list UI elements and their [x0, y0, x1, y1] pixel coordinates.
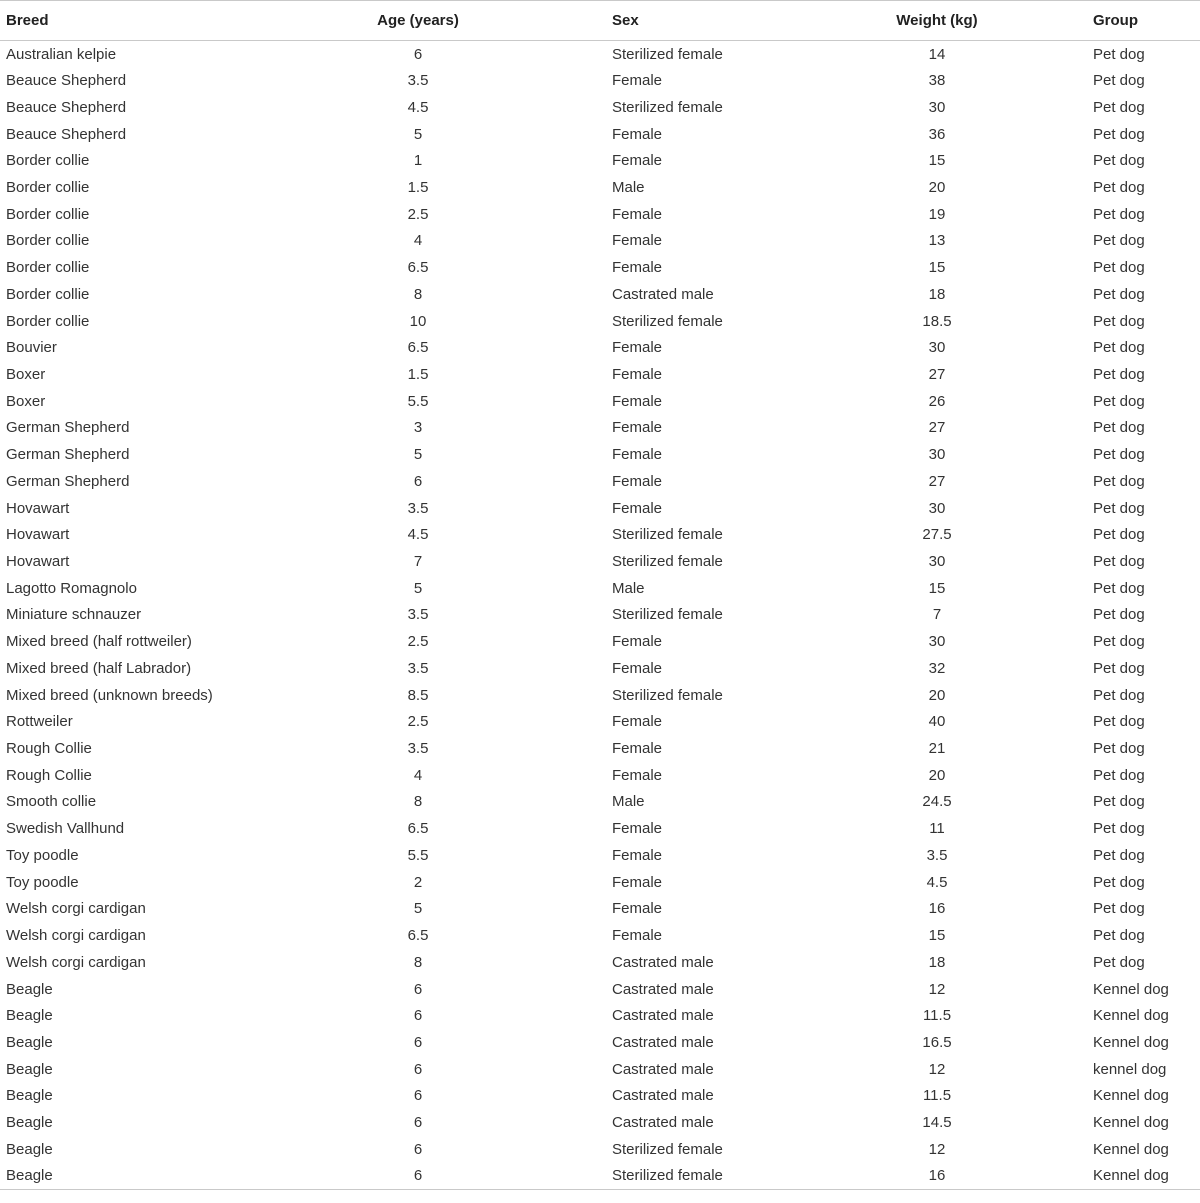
cell-sex: Female — [612, 339, 663, 357]
cell-sex: Female — [612, 365, 663, 383]
cell-sex: Sterilized female — [612, 45, 723, 63]
cell-breed: Boxer — [6, 392, 46, 410]
cell-breed: German Shepherd — [6, 472, 130, 490]
cell-breed: Welsh corgi cardigan — [6, 927, 146, 945]
cell-sex: Sterilized female — [612, 686, 723, 704]
table-row — [0, 628, 1200, 655]
cell-sex: Female — [612, 392, 663, 410]
cell-sex: Female — [612, 846, 663, 864]
cell-breed: Beagle — [6, 1007, 53, 1025]
cell-breed: Mixed breed (half rottweiler) — [6, 633, 192, 651]
cell-weight: 4.5 — [926, 873, 948, 891]
cell-age: 6 — [274, 1163, 562, 1190]
cell-weight: 15 — [928, 152, 946, 170]
cell-weight: 30 — [928, 633, 946, 651]
cell-sex: Female — [612, 152, 663, 170]
cell-sex: Male — [612, 178, 645, 196]
cell-age: 3.5 — [407, 499, 429, 517]
cell-age: 10 — [409, 312, 427, 330]
cell-sex: Female — [612, 873, 663, 891]
cell-age: 6 — [413, 1033, 423, 1051]
cell-age: 2.5 — [407, 633, 429, 651]
cell-age: 7 — [413, 553, 423, 571]
cell-breed: Beagle — [6, 1114, 53, 1132]
cell-age: 4.5 — [407, 98, 429, 116]
cell-weight: 20 — [928, 178, 946, 196]
cell-weight: 24.5 — [922, 793, 952, 811]
cell-group: Pet dog — [1093, 686, 1145, 704]
cell-group: Pet dog — [1093, 98, 1145, 116]
cell-sex: Female — [612, 659, 663, 677]
cell-breed: Mixed breed (unknown breeds) — [6, 686, 213, 704]
cell-group: Kennel dog — [1093, 1007, 1169, 1025]
cell-age: 6 — [413, 45, 423, 63]
cell-sex: Female — [612, 633, 663, 651]
cell-group: kennel dog — [1093, 1060, 1167, 1078]
cell-weight: 30 — [928, 339, 946, 357]
table-row — [0, 468, 1200, 495]
cell-sex: Sterilized female — [612, 1140, 723, 1158]
cell-breed: Toy poodle — [6, 873, 79, 891]
cell-age: 6.5 — [407, 339, 429, 357]
cell-weight: 12 — [928, 980, 946, 998]
cell-group: Pet dog — [1093, 713, 1145, 731]
cell-breed: Border collie — [6, 205, 90, 223]
cell-group: Pet dog — [1093, 820, 1145, 838]
table-row — [0, 575, 1200, 602]
cell-breed: Welsh corgi cardigan — [6, 953, 146, 971]
table-row — [0, 1029, 1200, 1056]
cell-group: Pet dog — [1093, 579, 1145, 597]
cell-weight: 30 — [928, 499, 946, 517]
cell-weight: 20 — [928, 686, 946, 704]
cell-weight: 14.5 — [922, 1114, 952, 1132]
header-group: Group — [1080, 1, 1200, 41]
cell-group: Kennel dog — [1093, 1087, 1169, 1105]
cell-group: Pet dog — [1093, 633, 1145, 651]
cell-group: Pet dog — [1093, 927, 1145, 945]
table-row — [0, 121, 1200, 148]
cell-sex: Sterilized female — [612, 312, 723, 330]
table-row — [0, 602, 1200, 629]
cell-weight: 27 — [928, 419, 946, 437]
cell-weight: 32 — [928, 659, 946, 677]
cell-breed: Rottweiler — [6, 713, 73, 731]
cell-weight: 18 — [928, 285, 946, 303]
cell-group: Kennel dog — [1093, 1140, 1169, 1158]
cell-age: 6.5 — [407, 820, 429, 838]
cell-age: 6 — [413, 1087, 423, 1105]
table-body — [0, 41, 1200, 1190]
cell-group: Pet dog — [1093, 392, 1145, 410]
table-row — [0, 41, 1200, 68]
cell-group: Pet dog — [1093, 900, 1145, 918]
cell-age: 3 — [413, 419, 423, 437]
table-row — [0, 1163, 1200, 1190]
cell-group: Kennel dog — [1080, 1163, 1200, 1190]
cell-age: 6 — [413, 1060, 423, 1078]
cell-group: Pet dog — [1093, 846, 1145, 864]
cell-sex: Female — [612, 472, 663, 490]
cell-group: Kennel dog — [1093, 1033, 1169, 1051]
cell-group: Pet dog — [1093, 873, 1145, 891]
table-row — [0, 495, 1200, 522]
cell-sex: Castrated male — [612, 1007, 714, 1025]
header-breed: Breed — [0, 1, 274, 41]
cell-age: 3.5 — [407, 740, 429, 758]
table-row — [0, 735, 1200, 762]
cell-group: Pet dog — [1093, 740, 1145, 758]
cell-group: Pet dog — [1093, 259, 1145, 277]
cell-age: 5.5 — [407, 392, 429, 410]
table-row — [0, 334, 1200, 361]
cell-breed: Smooth collie — [6, 793, 97, 811]
cell-sex: Sterilized female — [612, 553, 723, 571]
cell-sex: Castrated male — [612, 953, 714, 971]
cell-weight: 15 — [928, 927, 946, 945]
cell-breed: German Shepherd — [6, 419, 130, 437]
cell-age: 1 — [413, 152, 423, 170]
cell-breed: Miniature schnauzer — [6, 606, 142, 624]
cell-age: 6 — [413, 980, 423, 998]
cell-breed: Beauce Shepherd — [6, 72, 127, 90]
cell-breed: Hovawart — [6, 499, 70, 517]
table-row — [0, 361, 1200, 388]
cell-breed: Bouvier — [6, 339, 57, 357]
table-row — [0, 67, 1200, 94]
cell-weight: 15 — [928, 579, 946, 597]
cell-age: 5 — [413, 579, 423, 597]
cell-weight: 3.5 — [926, 846, 948, 864]
table-row — [0, 949, 1200, 976]
table-row — [0, 896, 1200, 923]
cell-breed: Beagle — [6, 1140, 53, 1158]
cell-group: Pet dog — [1093, 606, 1145, 624]
cell-weight: 13 — [928, 232, 946, 250]
table-row — [0, 308, 1200, 335]
cell-group: Kennel dog — [1093, 1114, 1169, 1132]
cell-sex: Female — [612, 232, 663, 250]
cell-weight: 15 — [928, 259, 946, 277]
cell-breed: Beagle — [6, 1087, 53, 1105]
table-row — [0, 708, 1200, 735]
cell-sex: Female — [612, 900, 663, 918]
cell-weight: 36 — [928, 125, 946, 143]
cell-weight: 38 — [928, 72, 946, 90]
cell-breed: Lagotto Romagnolo — [6, 579, 137, 597]
cell-weight: 12 — [928, 1060, 946, 1078]
header-row — [0, 1, 1200, 41]
cell-weight: 16 — [794, 1163, 1080, 1190]
cell-sex: Female — [612, 259, 663, 277]
table-row — [0, 228, 1200, 255]
cell-weight: 18.5 — [922, 312, 952, 330]
table-row — [0, 842, 1200, 869]
cell-weight: 11.5 — [922, 1087, 952, 1105]
cell-weight: 16.5 — [922, 1033, 952, 1051]
cell-weight: 26 — [928, 392, 946, 410]
cell-sex: Female — [612, 927, 663, 945]
table-row — [0, 655, 1200, 682]
cell-breed: Hovawart — [6, 526, 70, 544]
cell-breed: Beagle — [6, 980, 53, 998]
cell-breed: Border collie — [6, 259, 90, 277]
cell-group: Pet dog — [1093, 953, 1145, 971]
cell-age: 6 — [413, 1007, 423, 1025]
table-row — [0, 1083, 1200, 1110]
cell-sex: Castrated male — [612, 1087, 714, 1105]
cell-age: 8 — [413, 793, 423, 811]
cell-sex: Female — [612, 740, 663, 758]
table-row — [0, 201, 1200, 228]
cell-breed: Hovawart — [6, 553, 70, 571]
cell-sex: Female — [612, 766, 663, 784]
cell-group: Pet dog — [1093, 553, 1145, 571]
cell-sex: Sterilized female — [612, 606, 723, 624]
header-sex: Sex — [562, 1, 794, 41]
cell-weight: 30 — [928, 446, 946, 464]
cell-age: 8.5 — [407, 686, 429, 704]
cell-sex: Sterilized female — [562, 1163, 794, 1190]
cell-sex: Castrated male — [612, 1114, 714, 1132]
table-row — [0, 415, 1200, 442]
cell-sex: Female — [612, 713, 663, 731]
cell-weight: 27 — [928, 365, 946, 383]
cell-age: 3.5 — [407, 72, 429, 90]
table-row — [0, 548, 1200, 575]
cell-group: Pet dog — [1093, 72, 1145, 90]
cell-breed: Border collie — [6, 152, 90, 170]
cell-age: 5 — [413, 900, 423, 918]
cell-weight: 40 — [928, 713, 946, 731]
cell-breed: Rough Collie — [6, 766, 92, 784]
cell-sex: Female — [612, 820, 663, 838]
cell-weight: 14 — [928, 45, 946, 63]
cell-group: Pet dog — [1093, 659, 1145, 677]
cell-sex: Female — [612, 125, 663, 143]
cell-age: 6 — [413, 1140, 423, 1158]
header-age: Age (years) — [274, 1, 562, 41]
table-header — [0, 1, 1200, 41]
cell-sex: Sterilized female — [612, 526, 723, 544]
cell-weight: 30 — [928, 553, 946, 571]
cell-breed: Mixed breed (half Labrador) — [6, 659, 192, 677]
cell-group: Pet dog — [1093, 125, 1145, 143]
cell-weight: 7 — [932, 606, 942, 624]
cell-sex: Female — [612, 419, 663, 437]
cell-group: Pet dog — [1093, 312, 1145, 330]
cell-age: 5 — [413, 125, 423, 143]
cell-weight: 18 — [928, 953, 946, 971]
cell-weight: 30 — [928, 98, 946, 116]
cell-group: Pet dog — [1093, 205, 1145, 223]
cell-breed: Australian kelpie — [6, 45, 117, 63]
cell-weight: 11 — [929, 820, 945, 838]
table-row — [0, 1056, 1200, 1083]
cell-weight: 16 — [928, 900, 946, 918]
cell-group: Pet dog — [1093, 285, 1145, 303]
cell-group: Pet dog — [1093, 365, 1145, 383]
cell-group: Pet dog — [1093, 232, 1145, 250]
table-row — [0, 94, 1200, 121]
cell-age: 4.5 — [407, 526, 429, 544]
cell-breed: Beauce Shepherd — [6, 125, 127, 143]
cell-age: 3.5 — [407, 659, 429, 677]
cell-group: Pet dog — [1093, 446, 1145, 464]
table-row — [0, 388, 1200, 415]
cell-age: 4 — [413, 766, 423, 784]
cell-group: Pet dog — [1093, 499, 1145, 517]
cell-breed: Border collie — [6, 232, 90, 250]
cell-weight: 27 — [928, 472, 946, 490]
cell-breed: Swedish Vallhund — [6, 820, 125, 838]
cell-age: 6.5 — [407, 927, 429, 945]
cell-breed: Welsh corgi cardigan — [6, 900, 146, 918]
cell-sex: Castrated male — [612, 285, 714, 303]
cell-weight: 12 — [928, 1140, 946, 1158]
table-row — [0, 1109, 1200, 1136]
table-row — [0, 682, 1200, 709]
table-row — [0, 922, 1200, 949]
cell-weight: 27.5 — [922, 526, 952, 544]
cell-group: Kennel dog — [1093, 980, 1169, 998]
table-row — [0, 815, 1200, 842]
cell-group: Pet dog — [1093, 45, 1145, 63]
cell-sex: Castrated male — [612, 1060, 714, 1078]
cell-breed: Border collie — [6, 312, 90, 330]
table-row — [0, 174, 1200, 201]
cell-group: Pet dog — [1093, 472, 1145, 490]
table-row — [0, 762, 1200, 789]
cell-breed: Border collie — [6, 285, 90, 303]
cell-breed: Beagle — [6, 1033, 53, 1051]
table-row — [0, 869, 1200, 896]
cell-breed: Beagle — [0, 1163, 274, 1190]
cell-age: 1.5 — [407, 365, 429, 383]
table-row — [0, 1002, 1200, 1029]
cell-weight: 21 — [928, 740, 946, 758]
table-row — [0, 281, 1200, 308]
cell-group: Pet dog — [1093, 152, 1145, 170]
cell-age: 2 — [413, 873, 423, 891]
cell-group: Pet dog — [1093, 526, 1145, 544]
cell-sex: Sterilized female — [612, 98, 723, 116]
cell-breed: Beauce Shepherd — [6, 98, 127, 116]
cell-group: Pet dog — [1093, 419, 1145, 437]
table-row — [0, 254, 1200, 281]
cell-age: 5.5 — [407, 846, 429, 864]
cell-weight: 11.5 — [922, 1007, 952, 1025]
cell-breed: German Shepherd — [6, 446, 130, 464]
table-row — [0, 976, 1200, 1003]
header-weight: Weight (kg) — [794, 1, 1080, 41]
cell-sex: Male — [612, 793, 645, 811]
cell-age: 5 — [413, 446, 423, 464]
table-row — [0, 1136, 1200, 1163]
cell-age: 6 — [413, 1114, 423, 1132]
cell-age: 4 — [413, 232, 423, 250]
cell-group: Pet dog — [1093, 766, 1145, 784]
cell-age: 3.5 — [407, 606, 429, 624]
table-row — [0, 147, 1200, 174]
cell-age: 6 — [413, 472, 423, 490]
cell-breed: Toy poodle — [6, 846, 79, 864]
cell-sex: Female — [612, 72, 663, 90]
table-row — [0, 521, 1200, 548]
cell-group: Pet dog — [1093, 339, 1145, 357]
cell-breed: Border collie — [6, 178, 90, 196]
cell-age: 8 — [413, 953, 423, 971]
cell-sex: Female — [612, 446, 663, 464]
cell-age: 2.5 — [407, 205, 429, 223]
cell-sex: Female — [612, 499, 663, 517]
cell-group: Pet dog — [1093, 793, 1145, 811]
cell-group: Pet dog — [1093, 178, 1145, 196]
cell-age: 2.5 — [407, 713, 429, 731]
cell-age: 1.5 — [407, 178, 429, 196]
cell-weight: 19 — [928, 205, 946, 223]
cell-age: 6.5 — [407, 259, 429, 277]
cell-weight: 20 — [928, 766, 946, 784]
cell-breed: Rough Collie — [6, 740, 92, 758]
table-row — [0, 789, 1200, 816]
cell-breed: Boxer — [6, 365, 46, 383]
cell-age: 8 — [413, 285, 423, 303]
cell-sex: Castrated male — [612, 1033, 714, 1051]
cell-sex: Castrated male — [612, 980, 714, 998]
cell-sex: Female — [612, 205, 663, 223]
cell-breed: Beagle — [6, 1060, 53, 1078]
table-row — [0, 441, 1200, 468]
cell-sex: Male — [612, 579, 645, 597]
